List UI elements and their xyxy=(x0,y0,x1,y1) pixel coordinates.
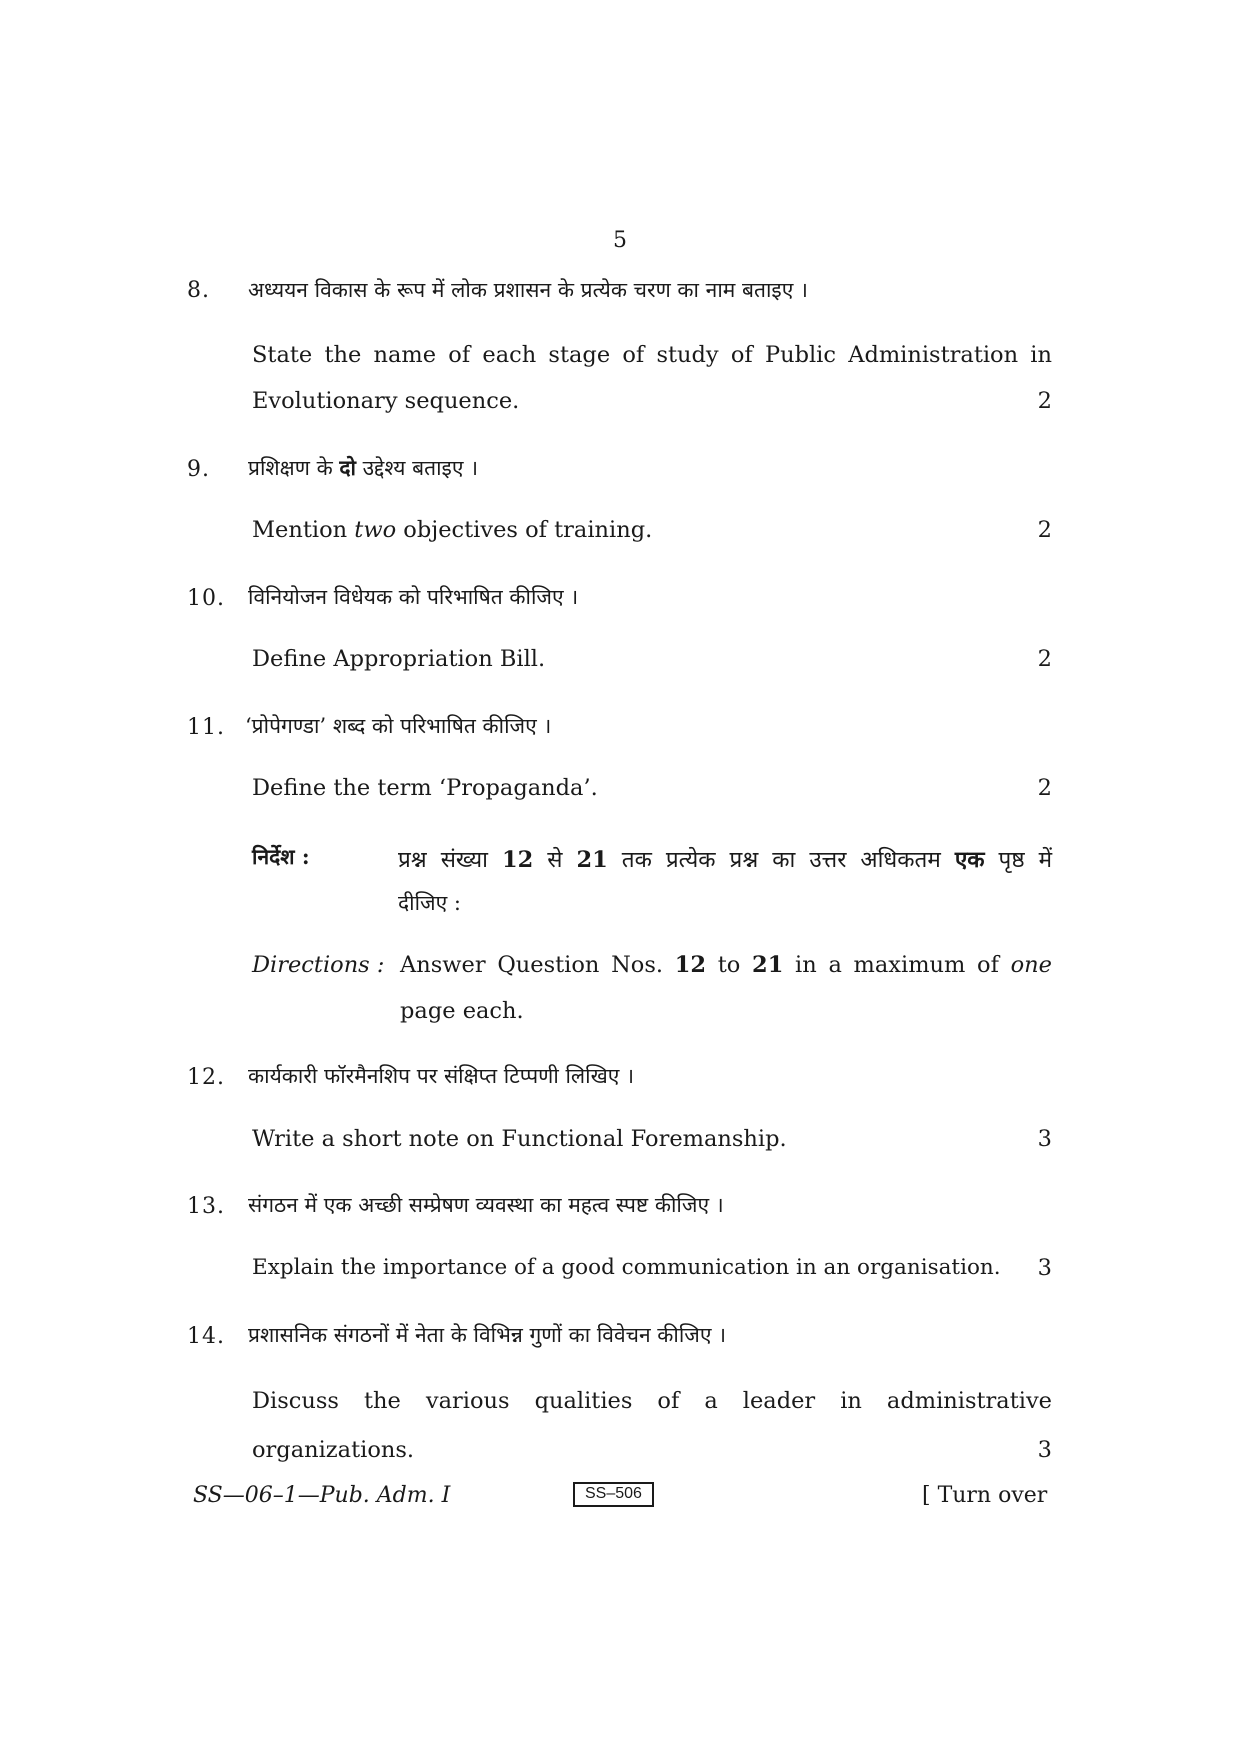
paper-code: SS—06–1—Pub. Adm. I xyxy=(193,1483,451,1508)
question-number: 12. xyxy=(187,1065,225,1090)
question-number: 13. xyxy=(187,1194,225,1219)
marks: 2 xyxy=(1037,646,1052,672)
marks: 2 xyxy=(1037,775,1052,801)
marks: 2 xyxy=(1037,517,1052,543)
marks: 3 xyxy=(1037,1126,1052,1152)
turn-over-note: [ Turn over xyxy=(922,1483,1048,1508)
directions-label-hindi: निर्देश : xyxy=(252,844,310,869)
question-english: Define Appropriation Bill. xyxy=(252,646,546,672)
question-number: 8. xyxy=(187,278,210,303)
question-number: 11. xyxy=(187,715,225,740)
directions-label-english: Directions : xyxy=(252,952,385,978)
question-english-line1: State the name of each stage of study of Public Administration in xyxy=(252,342,1052,368)
question-english-line1: Discuss the various qualities of a leader in administrative xyxy=(252,1388,1052,1414)
question-english-line2: organizations. xyxy=(252,1437,415,1463)
question-hindi: ‘प्रोपेगण्डा’ शब्द को परिभाषित कीजिए । xyxy=(245,714,552,738)
series-code-box: SS–506 xyxy=(573,1482,654,1507)
marks: 2 xyxy=(1037,388,1052,414)
marks: 3 xyxy=(1037,1255,1052,1281)
question-number: 10. xyxy=(187,586,225,611)
question-english: Mention two objectives of training. xyxy=(252,517,653,543)
question-hindi: प्रशिक्षण के दो उद्देश्य बताइए । xyxy=(248,455,479,480)
directions-text-english: Answer Question Nos. 12 to 21 in a maximum of one xyxy=(400,952,1052,978)
question-hindi: विनियोजन विधेयक को परिभाषित कीजिए । xyxy=(248,585,579,609)
directions-text-hindi: प्रश्न संख्या 12 से 21 तक प्रत्येक प्रश्न का उत्तर अधिकतम एक पृष्ठ में xyxy=(398,847,1053,873)
marks: 3 xyxy=(1037,1437,1052,1463)
directions-text-hindi-line2: दीजिए : xyxy=(398,891,461,915)
question-english: Explain the importance of a good communication in an organisation. xyxy=(252,1255,1001,1280)
question-english: Write a short note on Functional Foremanship. xyxy=(252,1126,787,1152)
question-hindi: अध्ययन विकास के रूप में लोक प्रशासन के प्रत्येक चरण का नाम बताइए । xyxy=(248,278,808,302)
question-number: 14. xyxy=(187,1324,225,1349)
page-number: 5 xyxy=(613,228,627,253)
question-hindi: संगठन में एक अच्छी सम्प्रेषण व्यवस्था का महत्व स्पष्ट कीजिए । xyxy=(248,1193,724,1217)
directions-text-english-line2: page each. xyxy=(400,998,524,1024)
question-hindi: प्रशासनिक संगठनों में नेता के विभिन्न गुणों का विवेचन कीजिए । xyxy=(248,1323,727,1347)
question-number: 9. xyxy=(187,457,210,482)
question-english-line2: Evolutionary sequence. xyxy=(252,388,520,414)
question-hindi: कार्यकारी फॉरमैनशिप पर संक्षिप्त टिप्पणी लिखिए । xyxy=(248,1064,635,1088)
question-english: Define the term ‘Propaganda’. xyxy=(252,775,598,801)
